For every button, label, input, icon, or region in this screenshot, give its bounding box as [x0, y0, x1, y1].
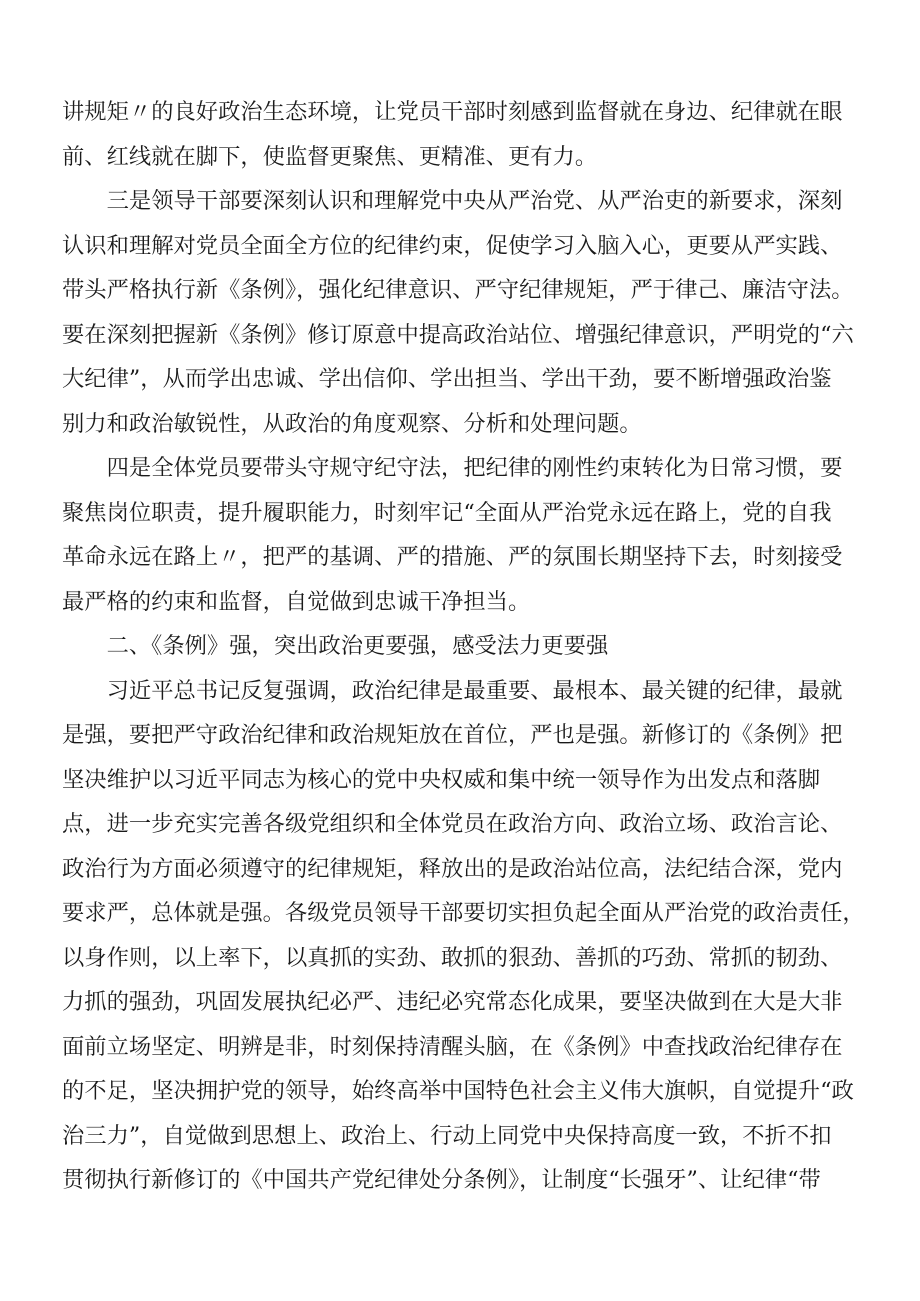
text-line: 最严格的约束和监督，自觉做到忠诚干净担当。: [62, 588, 531, 615]
text-line: 要求严，总体就是强。各级党员领导干部要切实担负起全面从严治党的政治责任，: [62, 900, 865, 926]
text-line: 聚焦岗位职责，提升履职能力，时刻牢记“全面从严治党永远在路上，党的自我: [62, 499, 832, 526]
text-line: 带头严格执行新《条例》，强化纪律意识、严守纪律规矩，严于律己、廉洁守法。: [62, 277, 854, 303]
text-line: 认识和理解对党员全面全方位的纪律约束，促使学习入脑入心，更要从严实践、: [62, 232, 843, 259]
text-line: 要在深刻把握新《条例》修订原意中提高政治站位、增强纪律意识，严明党的“六: [62, 321, 854, 348]
text-line: 革命永远在路上〃，把严的基调、严的措施、严的氛围长期坚持下去，时刻接受: [62, 544, 843, 570]
text-line: 大纪律”，从而学出忠诚、学出信仰、学出担当、学出干劲，要不断增强政治鉴: [62, 366, 832, 392]
section-heading: 二、《条例》强，突出政治更要强，感受法力更要强: [62, 633, 609, 659]
text-line: 三是领导干部要深刻认识和理解党中央从严治党、从严治吏的新要求，深刻: [62, 188, 843, 214]
text-line: 前、红线就在脚下，使监督更聚焦、更精准、更有力。: [62, 143, 598, 170]
text-line: 习近平总书记反复强调，政治纪律是最重要、最根本、最关键的纪律，最就: [62, 677, 843, 704]
text-line: 政治行为方面必须遵守的纪律规矩，释放出的是政治站位高，法纪结合深，党内: [62, 855, 843, 882]
text-line: 讲规矩〃的良好政治生态环境，让党员干部时刻感到监督就在身边、纪律就在眼: [62, 99, 843, 125]
text-line: 别力和政治敏锐性，从政治的角度观察、分析和处理问题。: [62, 410, 642, 437]
text-line: 四是全体党员要带头守规守纪守法，把纪律的刚性约束转化为日常习惯，要: [62, 455, 843, 481]
text-line: 坚决维护以习近平同志为核心的党中央权威和集中统一领导作为出发点和落脚: [62, 766, 821, 793]
text-line: 贯彻执行新修订的《中国共产党纪律处分条例》，让制度“长强牙”、让纪律“带: [62, 1167, 821, 1193]
text-line: 面前立场坚定、明辨是非，时刻保持清醒头脑，在《条例》中查找政治纪律存在: [62, 1033, 843, 1060]
text-line: 力抓的强劲，巩固发展执纪必严、违纪必究常态化成果，要坚决做到在大是大非: [62, 989, 843, 1015]
text-line: 的不足，坚决拥护党的领导，始终高举中国特色社会主义伟大旗帜，自觉提升“政: [62, 1078, 854, 1104]
text-line: 以身作则，以上率下，以真抓的实劲、敢抓的狠劲、善抓的巧劲、常抓的韧劲、: [62, 944, 843, 971]
text-line: 治三力”，自觉做到思想上、政治上、行动上同党中央保持高度一致，不折不扣: [62, 1122, 832, 1149]
document-body: [62, 90, 874, 1203]
text-line: 是强，要把严守政治纪律和政治规矩放在首位，严也是强。新修订的《条例》把: [62, 722, 843, 748]
text-line: 点，进一步充实完善各级党组织和全体党员在政治方向、政治立场、政治言论、: [62, 811, 843, 837]
